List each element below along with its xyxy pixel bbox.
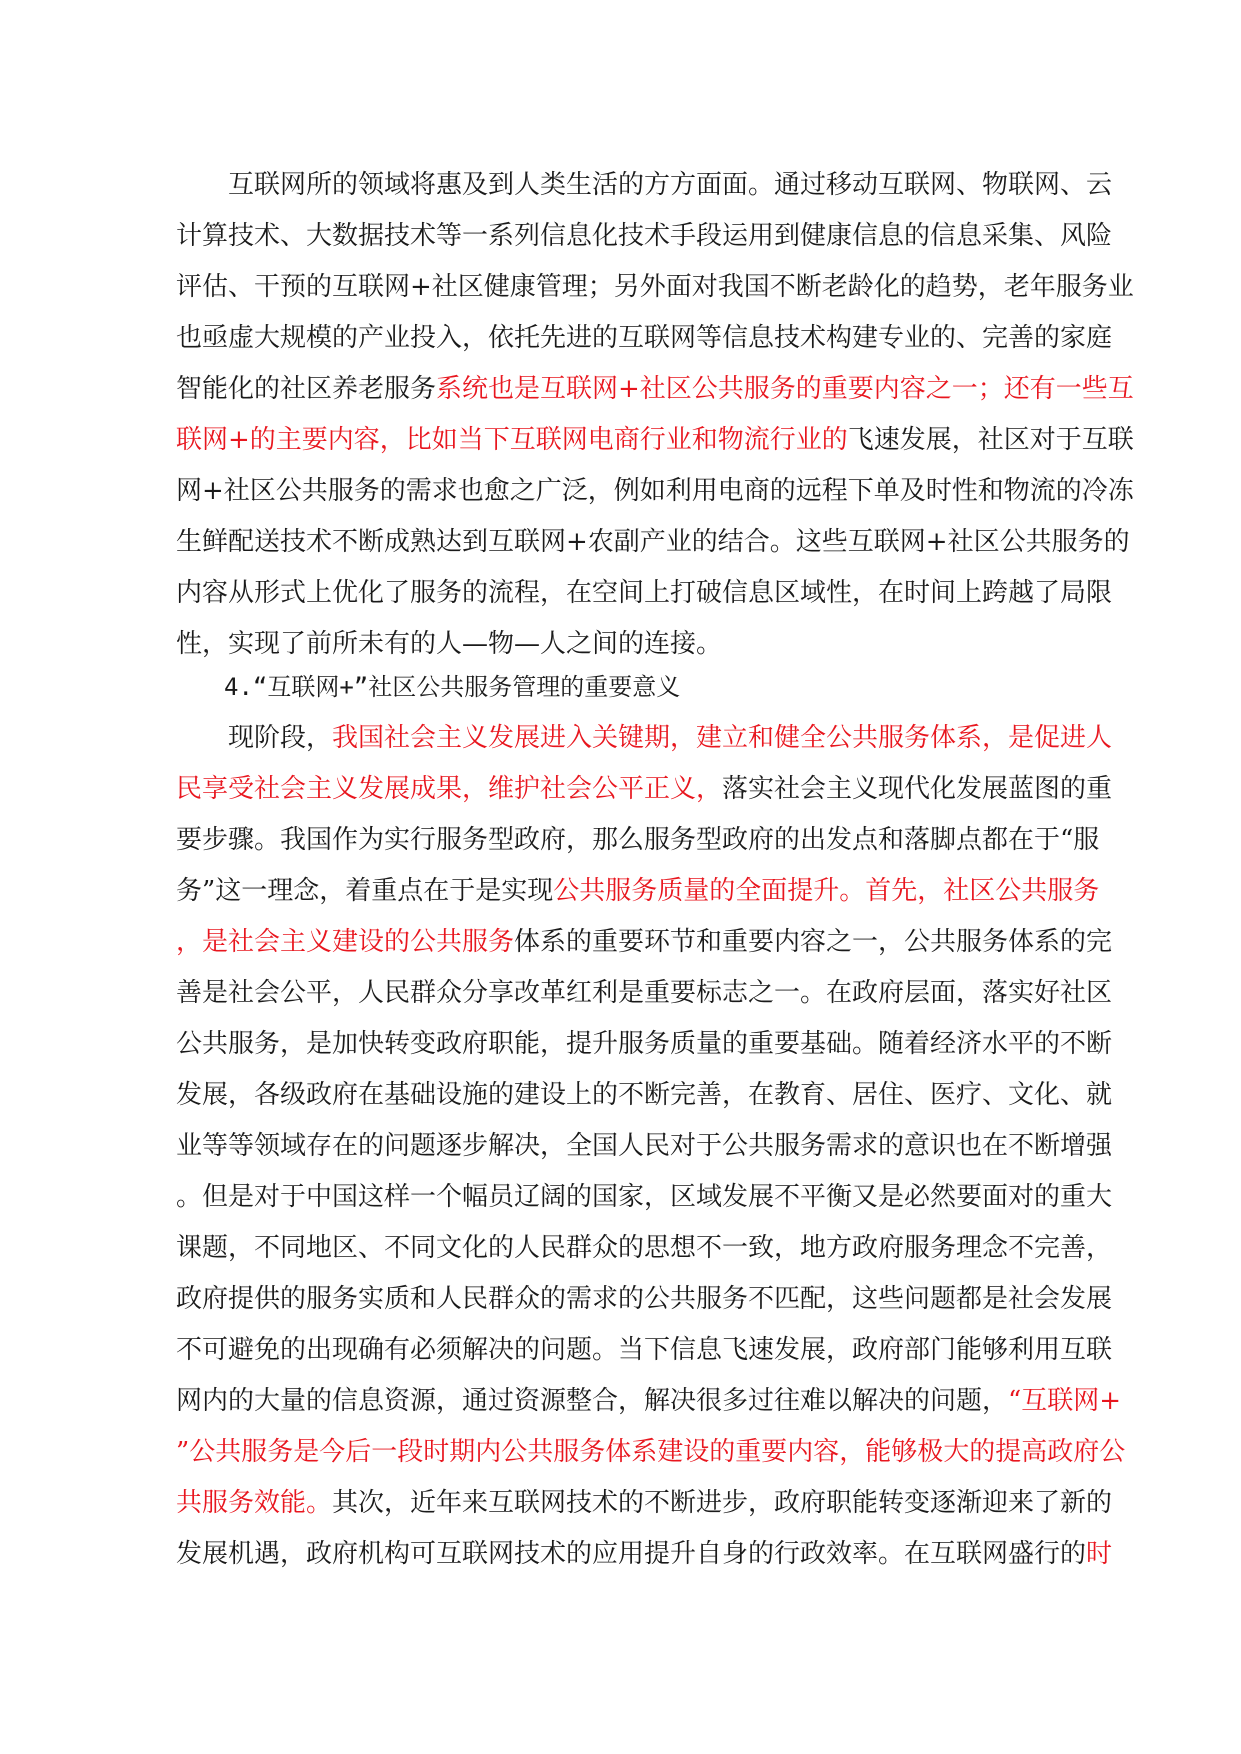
body-text: 网内的大量的信息资源，通过资源整合，解决很多过往难以解决的问题，	[176, 1386, 1009, 1416]
text-line	[176, 1376, 1122, 1427]
body-text: 善是社会公平，人民群众分享改革红利是重要标志之一。在政府层面，落实好社区	[176, 978, 1113, 1008]
paragraph-2	[176, 713, 1126, 1580]
body-text: 发展，各级政府在基础设施的建设上的不断完善，在教育、居住、医疗、文化、就	[176, 1080, 1113, 1110]
text-line	[176, 713, 1113, 764]
body-text: 生鲜配送技术不断成熟达到互联网+农副产业的结合。这些互联网+社区公共服务的	[176, 527, 1130, 557]
highlighted-text: 公共服务质量的全面提升。首先，社区公共服务	[553, 876, 1100, 906]
text-line	[176, 1274, 1113, 1325]
body-text: 也亟虚大规模的产业投入，依托先进的互联网等信息技术构建专业的、完善的家庭	[176, 323, 1113, 353]
body-text: 体系的重要环节和重要内容之一，公共服务体系的完	[514, 927, 1113, 957]
text-line	[176, 1478, 1113, 1529]
body-text: 现阶段，	[176, 723, 333, 753]
body-text: 互联网所的领域将惠及到人类生活的方方面面。通过移动互联网、物联网、云	[176, 170, 1113, 200]
body-text: 。但是对于中国这样一个幅员辽阔的国家，区域发展不平衡又是必然要面对的重大	[176, 1182, 1113, 1212]
body-text: 课题，不同地区、不同文化的人民群众的思想不一致，地方政府服务理念不完善，	[176, 1233, 1113, 1263]
body-text: 发展机遇，政府机构可互联网技术的应用提升自身的行政效率。在互联网盛行的	[176, 1539, 1087, 1569]
text-line	[176, 866, 1100, 917]
text-line	[176, 160, 1113, 211]
text-line	[176, 1223, 1113, 1274]
paragraph-1	[176, 160, 1134, 670]
text-line	[176, 1070, 1113, 1121]
text-line	[176, 517, 1130, 568]
body-text: 落实社会主义现代化发展蓝图的重	[722, 774, 1113, 804]
body-text: 要步骤。我国作为实行服务型政府，那么服务型政府的出发点和落脚点都在于“服	[176, 825, 1100, 855]
body-text: 不可避免的出现确有必须解决的问题。当下信息飞速发展，政府部门能够利用互联	[176, 1335, 1113, 1365]
text-line	[176, 568, 1113, 619]
text-line	[176, 262, 1134, 313]
highlighted-text: 共服务效能。	[176, 1488, 333, 1518]
text-line	[176, 1325, 1113, 1376]
text-line	[176, 1121, 1113, 1172]
highlighted-text: 我国社会主义发展进入关键期，建立和健全公共服务体系，是促进人	[332, 723, 1113, 753]
text-line	[176, 211, 1113, 262]
section-heading-container	[176, 662, 1076, 713]
highlighted-text: ，是社会主义建设的公共服务	[176, 927, 515, 957]
text-line	[176, 1172, 1113, 1223]
text-line	[176, 917, 1113, 968]
highlighted-text: 民享受社会主义发展成果，维护社会公平正义，	[176, 774, 723, 804]
body-text: 公共服务，是加快转变政府职能，提升服务质量的重要基础。随着经济水平的不断	[176, 1029, 1113, 1059]
highlighted-text: “互联网+	[1008, 1386, 1122, 1416]
body-text: 网+社区公共服务的需求也愈之广泛，例如利用电商的远程下单及时性和物流的冷冻	[176, 476, 1134, 506]
section-heading: 4.“互联网+”社区公共服务管理的重要意义	[176, 673, 681, 701]
text-line	[176, 364, 1134, 415]
body-text: 内容从形式上优化了服务的流程，在空间上打破信息区域性，在时间上跨越了局限	[176, 578, 1113, 608]
text-line	[176, 1427, 1126, 1478]
body-text: 飞速发展，社区对于互联	[847, 425, 1134, 455]
text-line	[176, 466, 1134, 517]
body-text: 智能化的社区养老服务	[176, 374, 437, 404]
highlighted-text: ”公共服务是今后一段时期内公共服务体系建设的重要内容，能够极大的提高政府公	[176, 1437, 1126, 1467]
body-text: 计算技术、大数据技术等一系列信息化技术手段运用到健康信息的信息采集、风险	[176, 221, 1113, 251]
body-text: 其次，近年来互联网技术的不断进步，政府职能转变逐渐迎来了新的	[332, 1488, 1113, 1518]
body-text: 性，实现了前所未有的人—物—人之间的连接。	[176, 629, 723, 659]
text-line	[176, 968, 1113, 1019]
body-text: 务”这一理念，着重点在于是实现	[176, 876, 554, 906]
text-line	[176, 1019, 1113, 1070]
text-line	[176, 764, 1113, 815]
body-text: 政府提供的服务实质和人民群众的需求的公共服务不匹配，这些问题都是社会发展	[176, 1284, 1113, 1314]
body-text: 业等等领域存在的问题逐步解决，全国人民对于公共服务需求的意识也在不断增强	[176, 1131, 1113, 1161]
text-line	[176, 815, 1100, 866]
body-text: 评估、干预的互联网+社区健康管理；另外面对我国不断老龄化的趋势，老年服务业	[176, 272, 1134, 302]
highlighted-text: 系统也是互联网+社区公共服务的重要内容之一；还有一些互	[436, 374, 1134, 404]
text-line	[176, 415, 1134, 466]
text-line	[176, 1529, 1113, 1580]
highlighted-text: 联网+的主要内容，比如当下互联网电商行业和物流行业的	[176, 425, 848, 455]
text-line	[176, 313, 1113, 364]
highlighted-text: 时	[1086, 1539, 1113, 1569]
